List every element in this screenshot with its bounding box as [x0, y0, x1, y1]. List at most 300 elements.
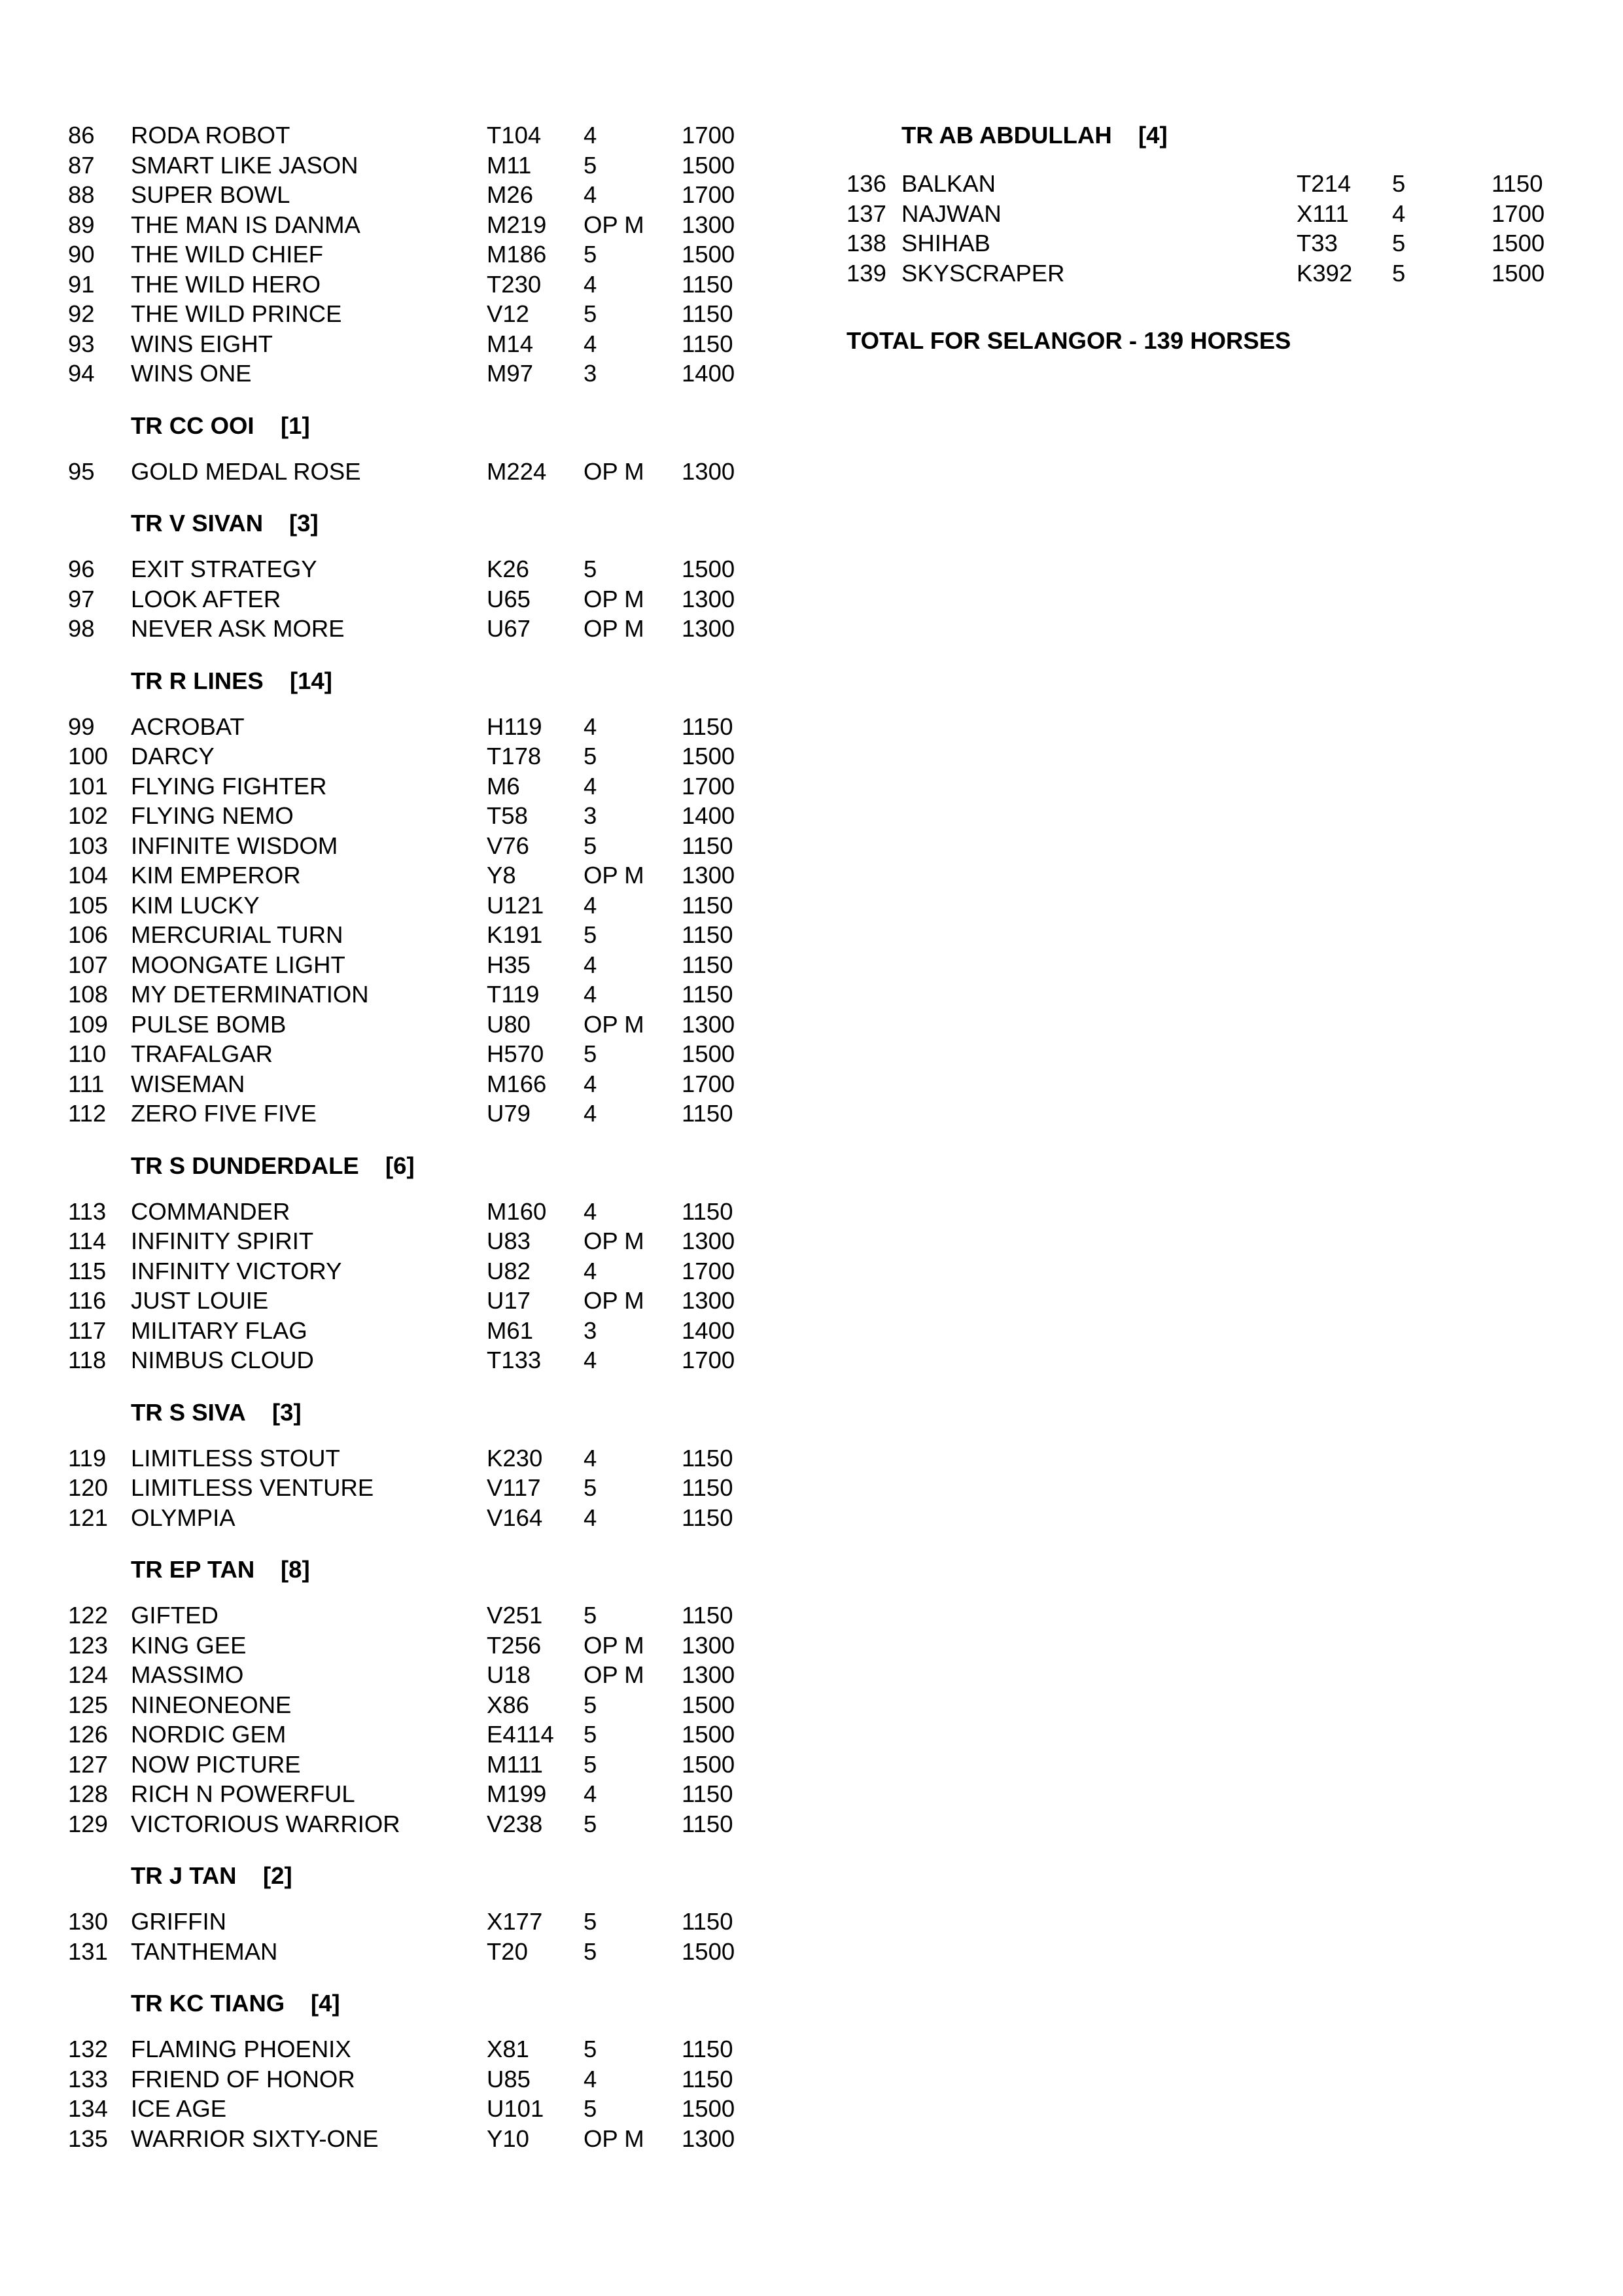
horse-row	[68, 950, 788, 980]
horse-age: OP M	[584, 1010, 644, 1038]
horse-age: 5	[584, 151, 597, 179]
horse-name: EXIT STRATEGY	[131, 556, 317, 582]
horse-age: 5	[584, 1750, 597, 1778]
horse-age: 5	[584, 1691, 597, 1718]
horse-age: 4	[1392, 200, 1406, 227]
horse-code: U85	[487, 2065, 531, 2093]
horse-age: OP M	[584, 457, 644, 485]
trainer-group	[68, 1988, 788, 2153]
horse-age: 5	[584, 1602, 597, 1629]
horse-name: SHIHAB	[901, 230, 990, 256]
horse-rating: 1500	[682, 1691, 735, 1718]
horse-row	[68, 980, 788, 1010]
trainer-horse-count: [14]	[290, 667, 332, 694]
horse-rating: 1150	[682, 1444, 733, 1472]
trainer-horse-count: [4]	[311, 1990, 340, 2017]
horse-rating: 1150	[682, 921, 733, 948]
horse-name: OLYMPIA	[131, 1504, 236, 1531]
horse-number: 100	[68, 743, 108, 769]
horse-name: KIM LUCKY	[131, 891, 260, 919]
horse-code: U18	[487, 1661, 531, 1688]
horse-name: NIMBUS CLOUD	[131, 1347, 314, 1373]
horse-name: INFINITY VICTORY	[131, 1257, 342, 1284]
horse-number: 126	[68, 1721, 108, 1748]
trainer-name: TR EP TAN	[131, 1556, 255, 1583]
horse-name: RODA ROBOT	[131, 122, 290, 149]
horse-row	[68, 1443, 788, 1474]
horse-number: 102	[68, 802, 108, 829]
trainer-group	[68, 120, 788, 389]
horse-rating: 1700	[682, 122, 735, 149]
horse-age: 4	[584, 122, 597, 149]
horse-number: 89	[68, 211, 95, 238]
horse-row	[68, 299, 788, 329]
horse-row	[68, 1197, 788, 1227]
horse-age: 3	[584, 802, 597, 829]
horse-rating: 1150	[682, 300, 733, 327]
horse-rating: 1700	[682, 181, 735, 208]
horse-rating: 1150	[682, 1197, 733, 1225]
horse-row	[68, 2034, 788, 2064]
horse-age: 4	[584, 181, 597, 208]
horse-rating: 1400	[682, 802, 735, 829]
horse-age: 4	[584, 1100, 597, 1127]
horse-row	[68, 1907, 788, 1937]
horse-name: THE WILD CHIEF	[131, 241, 324, 268]
horse-name: ACROBAT	[131, 713, 245, 740]
horse-code: M219	[487, 211, 547, 238]
trainer-horse-count: [6]	[385, 1152, 415, 1179]
horse-rating: 1300	[682, 2125, 735, 2152]
horse-code: U121	[487, 891, 544, 919]
horse-rating: 1300	[682, 585, 735, 612]
horse-name: DARCY	[131, 743, 215, 769]
horse-rating: 1150	[682, 270, 733, 298]
horse-name: BALKAN	[901, 170, 996, 197]
horse-row	[68, 1010, 788, 1040]
horse-number: 121	[68, 1504, 108, 1531]
horse-row	[68, 771, 788, 802]
horse-number: 90	[68, 241, 95, 268]
horse-name: MASSIMO	[131, 1661, 244, 1688]
horse-code: T104	[487, 122, 542, 149]
horse-number: 133	[68, 2065, 108, 2093]
horse-code: U83	[487, 1227, 531, 1254]
horse-row	[68, 2094, 788, 2124]
horse-number: 125	[68, 1691, 108, 1718]
horse-rating: 1700	[682, 1070, 735, 1097]
horse-name: VICTORIOUS WARRIOR	[131, 1810, 400, 1837]
horse-age: 5	[584, 241, 597, 268]
horse-rating: 1500	[682, 1040, 735, 1067]
horse-rating: 1150	[682, 1602, 733, 1629]
horse-code: M224	[487, 457, 547, 485]
horse-number: 136	[846, 170, 886, 197]
horse-name: THE WILD HERO	[131, 270, 321, 298]
horse-age: 4	[584, 713, 597, 740]
horse-row	[68, 1039, 788, 1069]
horse-age: 3	[584, 1316, 597, 1344]
horse-number: 114	[68, 1227, 107, 1254]
horse-rating: 1700	[682, 1257, 735, 1284]
horse-name: MOONGATE LIGHT	[131, 951, 345, 978]
horse-rating: 1150	[682, 2036, 733, 2062]
horse-rating: 1300	[682, 1227, 735, 1254]
horse-name: COMMANDER	[131, 1197, 290, 1225]
horse-row	[68, 1779, 788, 1809]
horse-number: 137	[846, 200, 886, 227]
horse-name: MERCURIAL TURN	[131, 921, 343, 948]
horse-rating: 1150	[682, 1100, 733, 1127]
horse-number: 124	[68, 1661, 108, 1688]
horse-number: 105	[68, 891, 108, 919]
trainer-name: TR R LINES	[131, 667, 264, 694]
horse-age: OP M	[584, 1661, 644, 1688]
horse-rating: 1150	[682, 891, 733, 919]
horse-name: SKYSCRAPER	[901, 259, 1065, 287]
horse-code: E4114	[487, 1721, 554, 1748]
horse-rating: 1500	[1492, 230, 1545, 256]
right-column	[846, 120, 1566, 288]
trainer-name: TR CC OOI	[131, 412, 254, 439]
horse-name: GOLD MEDAL ROSE	[131, 457, 361, 485]
trainer-horse-count: [3]	[289, 510, 319, 537]
horse-row	[68, 860, 788, 891]
horse-age: 5	[584, 743, 597, 769]
horse-row	[68, 891, 788, 921]
horse-number: 118	[68, 1347, 107, 1373]
horse-rating: 1500	[1492, 259, 1545, 287]
horse-code: M186	[487, 241, 547, 268]
horse-rating: 1500	[682, 1721, 735, 1748]
horse-number: 129	[68, 1810, 108, 1837]
horse-number: 130	[68, 1908, 108, 1935]
horse-number: 139	[846, 259, 886, 287]
trainer-horse-count: [3]	[272, 1398, 302, 1426]
horse-row	[846, 228, 1566, 258]
horse-row	[68, 584, 788, 614]
horse-name: NEVER ASK MORE	[131, 615, 345, 642]
horse-number: 86	[68, 122, 95, 149]
horse-code: V76	[487, 832, 529, 859]
horse-code: V238	[487, 1810, 543, 1837]
horse-code: U65	[487, 585, 531, 612]
horse-code: T58	[487, 802, 528, 829]
trainer-group	[68, 1861, 788, 1966]
horse-rating: 1300	[682, 1010, 735, 1038]
horse-code: H119	[487, 713, 542, 740]
horse-rating: 1150	[682, 1474, 733, 1501]
horse-number: 128	[68, 1780, 108, 1807]
horse-row	[68, 239, 788, 270]
horse-number: 101	[68, 772, 108, 800]
horse-number: 95	[68, 457, 95, 485]
horse-number: 127	[68, 1750, 108, 1778]
horse-number: 134	[68, 2095, 108, 2122]
trainer-name: TR KC TIANG	[131, 1990, 285, 2017]
horse-row	[68, 1099, 788, 1129]
left-column	[68, 120, 788, 2153]
horse-code: X86	[487, 1691, 529, 1718]
horse-age: 5	[584, 832, 597, 859]
horse-row	[68, 1345, 788, 1375]
horse-rating: 1500	[682, 2095, 735, 2122]
horse-rating: 1500	[682, 1937, 735, 1965]
horse-age: 4	[584, 330, 597, 357]
horse-code: V164	[487, 1504, 543, 1531]
horse-name: RICH N POWERFUL	[131, 1780, 355, 1807]
horse-row	[68, 1809, 788, 1839]
horse-rating: 1300	[682, 1631, 735, 1659]
horse-name: SUPER BOWL	[131, 181, 290, 208]
horse-name: SMART LIKE JASON	[131, 151, 358, 179]
horse-row	[68, 614, 788, 644]
trainer-group	[68, 1151, 788, 1375]
horse-age: OP M	[584, 1287, 644, 1314]
horse-number: 103	[68, 832, 108, 859]
horse-row	[68, 2064, 788, 2094]
horse-age: OP M	[584, 211, 644, 238]
horse-code: T133	[487, 1347, 542, 1373]
horse-age: 4	[584, 981, 597, 1008]
horse-age: 5	[584, 1474, 597, 1501]
horse-name: NORDIC GEM	[131, 1721, 287, 1748]
horse-rating: 1300	[682, 457, 735, 485]
horse-code: K392	[1297, 259, 1353, 287]
horse-rating: 1150	[682, 981, 733, 1008]
horse-number: 87	[68, 151, 95, 179]
horse-number: 119	[68, 1444, 107, 1472]
horse-name: LIMITLESS VENTURE	[131, 1474, 374, 1501]
horse-code: T20	[487, 1937, 528, 1965]
trainer-name: TR S SIVA	[131, 1398, 246, 1426]
horse-code: Y8	[487, 862, 516, 889]
horse-name: WINS EIGHT	[131, 330, 273, 357]
horse-age: 4	[584, 1070, 597, 1097]
horse-rating: 1300	[682, 1287, 735, 1314]
horse-number: 117	[68, 1316, 107, 1344]
horse-age: 5	[584, 1721, 597, 1748]
horse-code: U82	[487, 1257, 531, 1284]
horse-code: M97	[487, 360, 534, 387]
trainer-name: TR J TAN	[131, 1862, 237, 1889]
horse-code: H570	[487, 1040, 544, 1067]
horse-row	[68, 1600, 788, 1631]
horse-row	[68, 831, 788, 861]
horse-code: K191	[487, 921, 543, 948]
horse-age: 5	[1392, 230, 1406, 256]
horse-name: MY DETERMINATION	[131, 981, 369, 1008]
trainer-name: TR S DUNDERDALE	[131, 1152, 359, 1179]
horse-code: U17	[487, 1287, 531, 1314]
horse-rating: 1150	[682, 330, 733, 357]
horse-age: OP M	[584, 615, 644, 642]
horse-age: 4	[584, 1444, 597, 1472]
horse-age: 3	[584, 360, 597, 387]
horse-rating: 1400	[682, 360, 735, 387]
horse-code: M26	[487, 181, 534, 208]
horse-code: T119	[487, 981, 540, 1008]
trainer-horse-count: [8]	[281, 1556, 310, 1583]
horse-row	[68, 1069, 788, 1099]
horse-number: 120	[68, 1474, 108, 1501]
horse-name: INFINITY SPIRIT	[131, 1227, 314, 1254]
horse-age: 5	[584, 2036, 597, 2062]
horse-age: 5	[584, 1908, 597, 1935]
horse-rating: 1500	[682, 556, 735, 582]
horse-number: 97	[68, 585, 95, 612]
horse-number: 104	[68, 862, 108, 889]
horse-name: PULSE BOMB	[131, 1010, 287, 1038]
horse-number: 91	[68, 270, 95, 298]
horse-row	[68, 1690, 788, 1720]
horse-code: K230	[487, 1444, 543, 1472]
horse-name: WARRIOR SIXTY-ONE	[131, 2125, 379, 2152]
horse-code: T256	[487, 1631, 542, 1659]
horse-age: 5	[584, 1937, 597, 1965]
horse-rating: 1150	[682, 2065, 733, 2093]
horse-name: LIMITLESS STOUT	[131, 1444, 340, 1472]
horse-rating: 1500	[682, 1750, 735, 1778]
horse-name: WISEMAN	[131, 1070, 245, 1097]
horse-age: 4	[584, 1780, 597, 1807]
horse-name: FLAMING PHOENIX	[131, 2036, 351, 2062]
horse-number: 92	[68, 300, 95, 327]
horse-code: U67	[487, 615, 531, 642]
horse-age: OP M	[584, 2125, 644, 2152]
horse-name: ZERO FIVE FIVE	[131, 1100, 317, 1127]
horse-number: 94	[68, 360, 95, 387]
horse-name: GRIFFIN	[131, 1908, 226, 1935]
horse-number: 116	[68, 1287, 107, 1314]
horse-age: OP M	[584, 1227, 644, 1254]
horse-row	[68, 1503, 788, 1533]
horse-age: 4	[584, 951, 597, 978]
horse-row	[68, 150, 788, 181]
horse-code: V251	[487, 1602, 543, 1629]
horse-code: M166	[487, 1070, 547, 1097]
horse-row	[68, 801, 788, 831]
horse-row	[846, 258, 1566, 289]
horse-code: X177	[487, 1908, 543, 1935]
horse-rating: 1150	[682, 1908, 733, 1935]
horse-age: 5	[584, 300, 597, 327]
horse-code: M61	[487, 1316, 534, 1344]
horse-rating: 1300	[682, 1661, 735, 1688]
horse-number: 106	[68, 921, 108, 948]
horse-name: FLYING NEMO	[131, 802, 294, 829]
horse-name: KIM EMPEROR	[131, 862, 301, 889]
horse-rating: 1150	[682, 1810, 733, 1837]
horse-row	[68, 210, 788, 240]
horse-number: 99	[68, 713, 95, 740]
horse-name: WINS ONE	[131, 360, 252, 387]
horse-row	[68, 741, 788, 771]
horse-name: INFINITE WISDOM	[131, 832, 338, 859]
horse-age: 4	[584, 772, 597, 800]
horse-rating: 1700	[682, 1347, 735, 1373]
horse-row	[68, 270, 788, 300]
horse-name: JUST LOUIE	[131, 1287, 269, 1314]
horse-name: NINEONEONE	[131, 1691, 292, 1718]
horse-code: U80	[487, 1010, 531, 1038]
horse-number: 110	[68, 1040, 107, 1067]
horse-name: MILITARY FLAG	[131, 1316, 307, 1344]
horse-name: NOW PICTURE	[131, 1750, 301, 1778]
horse-row	[68, 712, 788, 742]
horse-age: 4	[584, 1504, 597, 1531]
horse-name: ICE AGE	[131, 2095, 227, 2122]
horse-code: M6	[487, 772, 520, 800]
horse-row	[68, 1473, 788, 1503]
horse-code: M111	[487, 1750, 543, 1778]
horse-row	[68, 2124, 788, 2154]
horse-name: TRAFALGAR	[131, 1040, 273, 1067]
horse-row	[68, 1316, 788, 1346]
horse-number: 109	[68, 1010, 108, 1038]
horse-number: 115	[68, 1257, 107, 1284]
horse-name: THE MAN IS DANMA	[131, 211, 360, 238]
trainer-heading	[68, 666, 788, 696]
horse-row	[68, 1286, 788, 1316]
horse-rating: 1500	[682, 743, 735, 769]
horse-number: 135	[68, 2125, 108, 2152]
horse-age: 4	[584, 1257, 597, 1284]
horse-age: 4	[584, 2065, 597, 2093]
horse-rating: 1150	[1492, 170, 1543, 197]
horse-age: 5	[584, 921, 597, 948]
horse-name: THE WILD PRINCE	[131, 300, 342, 327]
horse-code: K26	[487, 556, 529, 582]
horse-age: 5	[584, 1810, 597, 1837]
horse-rating: 1500	[682, 151, 735, 179]
horse-row	[68, 1720, 788, 1750]
horse-age: 5	[584, 1040, 597, 1067]
horse-row	[68, 1256, 788, 1286]
trainer-group	[68, 411, 788, 487]
horse-number: 107	[68, 951, 108, 978]
horse-code: V12	[487, 300, 529, 327]
horse-number: 88	[68, 181, 95, 208]
horse-row	[68, 180, 788, 210]
horse-number: 108	[68, 981, 108, 1008]
horse-rating: 1150	[682, 1780, 733, 1807]
trainer-heading	[68, 508, 788, 539]
horse-rating: 1700	[682, 772, 735, 800]
horse-row	[68, 1660, 788, 1690]
horse-age: OP M	[584, 585, 644, 612]
trainer-name: TR V SIVAN	[131, 510, 264, 537]
horse-age: 5	[1392, 259, 1406, 287]
horse-code: M199	[487, 1780, 547, 1807]
horse-age: 4	[584, 1197, 597, 1225]
horse-name: TANTHEMAN	[131, 1937, 278, 1965]
horse-rating: 1400	[682, 1316, 735, 1344]
total-line: TOTAL FOR SELANGOR - 139 HORSES	[846, 327, 1291, 354]
horse-row	[68, 329, 788, 359]
horse-row	[68, 1750, 788, 1780]
horse-row	[68, 120, 788, 150]
horse-number: 122	[68, 1602, 108, 1629]
trainer-group	[68, 1555, 788, 1839]
horse-code: M11	[487, 151, 532, 179]
horse-row	[68, 1937, 788, 1967]
trainer-heading	[68, 411, 788, 441]
horse-name: LOOK AFTER	[131, 585, 281, 612]
horse-code: M14	[487, 330, 534, 357]
horse-number: 93	[68, 330, 95, 357]
horse-rating: 1500	[682, 241, 735, 268]
